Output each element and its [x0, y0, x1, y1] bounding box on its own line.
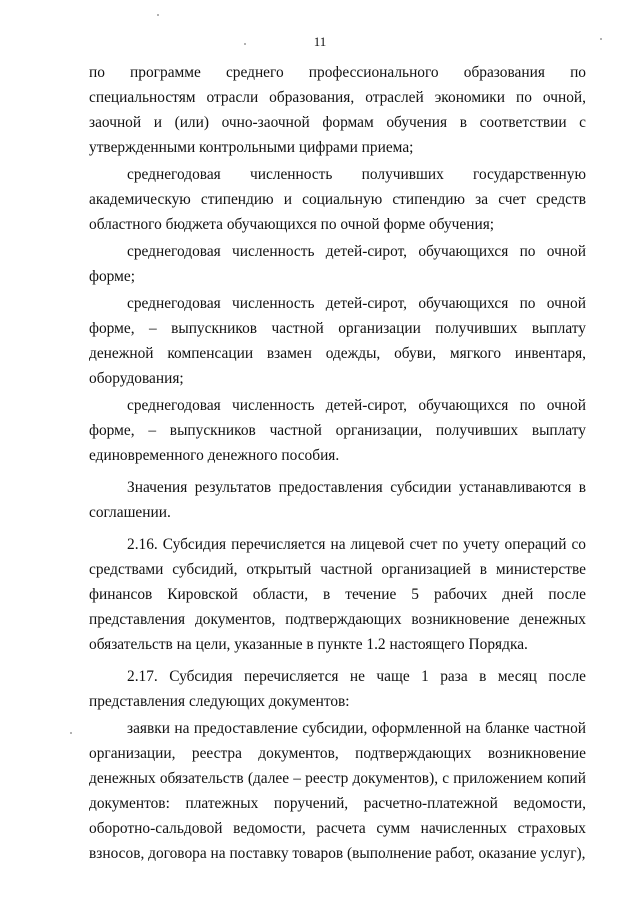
paragraph-continuation: по программе среднего профессионального образования по специальностям отрасли образования, отраслей экономики по очной, заочной и (или) очно-заочной формам обучения в соответствии с утвержденными контрольными цифрами приема; [89, 64, 586, 156]
document-body [89, 60, 586, 866]
scan-speck [157, 14, 159, 16]
paragraph-application: заявки на предоставление субсидии, оформленной на бланке частной организации, реестра документов, подтверждающих возникновение денежных обязательств (далее – реестр документов), с приложением копий документов: платежных поручений, расчетно-платежной ведомости, оборотно-сальдовой ведомости, расчета сумм начисленных страховых взносов, договора на поставку товаров (выполнение работ, оказание услуг), [89, 720, 586, 862]
paragraph-result-values: Значения результатов предоставления субсидии устанавливаются в соглашении. [89, 479, 586, 521]
paragraph-2-17: 2.17. Субсидия перечисляется не чаще 1 раза в месяц после представления следующих документов: [89, 668, 586, 710]
scan-speck [70, 732, 72, 734]
paragraph-orphans-allowance: среднегодовая численность детей-сирот, обучающихся по очной форме, – выпускников частной организации, получивших выплату единовременного денежного пособия. [89, 397, 586, 464]
page-number: 11 [313, 34, 327, 49]
paragraph-orphans-compensation: среднегодовая численность детей-сирот, обучающихся по очной форме, – выпускников частной организации получивших выплату денежной компенсации взамен одежды, обуви, мягкого инвентаря, оборудования; [89, 295, 586, 387]
paragraph-orphans-count: среднегодовая численность детей-сирот, обучающихся по очной форме; [89, 243, 586, 285]
paragraph-2-16: 2.16. Субсидия перечисляется на лицевой счет по учету операций со средствами субсидий, открытый частной организацией в министерстве финансов Кировской области, в течение 5 рабочих дней после представления документов, подтверждающих возникновение денежных обязательств на цели, указанные в пункте 1.2 настоящего Порядка. [89, 536, 586, 653]
paragraph-stipend-count: среднегодовая численность получивших государственную академическую стипендию и социальную стипендию за счет средств областного бюджета обучающихся по очной форме обучения; [89, 166, 586, 233]
